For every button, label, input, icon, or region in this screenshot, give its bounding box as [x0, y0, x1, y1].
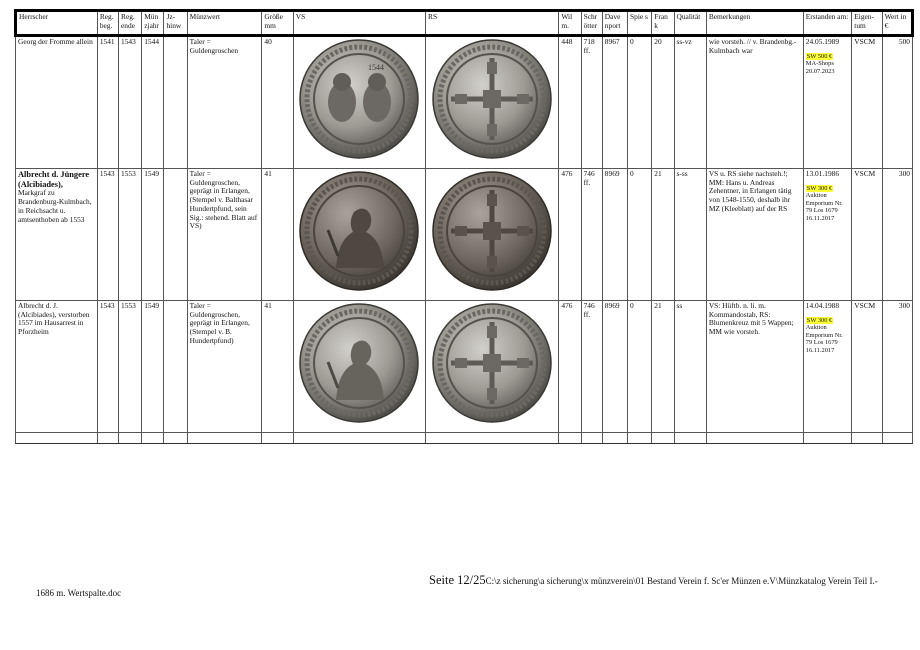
cell-jz-hinw: [164, 36, 187, 169]
cell-muenzwert: Taler = Guldengroschen, geprägt in Erlangen, (Stempel v. B. Hundertpfund): [187, 301, 262, 433]
erstanden-note: Auktion Emporium Nr. 79 Los 1679 16.11.2017: [805, 324, 843, 354]
cell-bemerkungen: VS: Hüftb. n. li. m. Kommandostab, RS: Blumenkreuz mit 5 Wappen; MM wie vorsteh.: [706, 301, 803, 433]
table-row: [16, 169, 913, 301]
cell-frank: 21: [652, 169, 674, 301]
coin-obverse-image: [298, 38, 420, 160]
page-footer: [429, 573, 878, 588]
cell-vs-image: [293, 36, 425, 169]
coin-catalog-table: [14, 9, 914, 444]
cell-herrscher: [16, 169, 98, 301]
table-header-row: [16, 11, 913, 36]
sw-value-badge: SW 500 €: [806, 52, 833, 60]
coin-reverse-image: [431, 170, 553, 292]
cell-bemerkungen: VS u. RS siehe nachsteh.!; MM: Hans u. Andreas Zehentner, in Erlangen tätig von 1548-1550, deshalb ihr MZ (Kleeblatt) auf der RS: [706, 169, 803, 301]
cell-davenport: 8969: [602, 301, 627, 433]
coin-obverse-image: [298, 302, 420, 424]
cell-wilm: 476: [559, 301, 581, 433]
cell-vs-image: [293, 301, 425, 433]
table-row-empty: [16, 433, 913, 444]
coin-obverse-image: [298, 170, 420, 292]
coin-reverse-image: [431, 38, 553, 160]
col-header-spies: Spie s: [628, 11, 652, 36]
herrscher-text: Markgraf zu Brandenburg-Kulmbach, in Reichsacht u. amtsenthoben ab 1553: [18, 188, 92, 224]
cell-reg-ende: 1553: [119, 169, 142, 301]
col-header-reg-beg: Reg. beg.: [97, 11, 118, 36]
col-header-groesse: Größe mm: [262, 11, 293, 36]
cell-herrscher: [16, 301, 98, 433]
page-number: Seite 12/25: [429, 573, 486, 587]
cell-reg-ende: 1543: [119, 36, 142, 169]
cell-vs-image: [293, 169, 425, 301]
cell-frank: 20: [652, 36, 674, 169]
cell-muenzjahr: 1549: [142, 169, 164, 301]
col-header-qualitaet: Qualität: [674, 11, 706, 36]
cell-bemerkungen: wie vorsteh. // v. Brandenbg.-Kulmbach war: [706, 36, 803, 169]
cell-rs-image: [426, 169, 559, 301]
erstanden-date: 24.05.1989: [805, 37, 840, 46]
col-header-muenzwert: Münzwert: [187, 11, 262, 36]
svg-text:1544: 1544: [368, 63, 385, 72]
cell-spies: 0: [628, 169, 652, 301]
cell-davenport: 8967: [602, 36, 627, 169]
erstanden-note: Auktion Emporium Nr. 79 Los 1679 16.11.2017: [805, 192, 843, 222]
cell-reg-beg: 1541: [97, 36, 118, 169]
cell-groesse: 41: [262, 301, 293, 433]
cell-wert: 500: [882, 36, 912, 169]
cell-spies: 0: [628, 301, 652, 433]
table-row: [16, 301, 913, 433]
cell-jz-hinw: [164, 301, 187, 433]
col-header-frank: Fran k: [652, 11, 674, 36]
col-header-jz-hinw: Jz- hinw: [164, 11, 187, 36]
cell-jz-hinw: [164, 169, 187, 301]
col-header-schroetter: Schr ötter: [581, 11, 602, 36]
col-header-rs: RS: [426, 11, 559, 36]
cell-reg-beg: 1543: [97, 301, 118, 433]
col-header-bemerkungen: Bemerkungen: [706, 11, 803, 36]
cell-rs-image: [426, 36, 559, 169]
cell-qualitaet: ss-vz: [674, 36, 706, 169]
cell-wert: 300: [882, 301, 912, 433]
sw-value-badge: SW 300 €: [806, 316, 833, 324]
col-header-erstanden: Erstanden am:: [803, 11, 851, 36]
cell-frank: 21: [652, 301, 674, 433]
file-path: C:\z sicherung\a sicherung\x münzverein\01 Bestand Verein f. Sc'er Münzen e.V\Münzkatalog Verein Teil I.-: [485, 576, 878, 586]
cell-schroetter: 746 ff.: [581, 169, 602, 301]
cell-reg-beg: 1543: [97, 169, 118, 301]
cell-spies: 0: [628, 36, 652, 169]
erstanden-note: MA-Shops 20.07.2023: [805, 60, 835, 75]
col-header-eigentum: Eigen- tum: [852, 11, 882, 36]
cell-davenport: 8969: [602, 169, 627, 301]
table-row: [16, 36, 913, 169]
cell-erstanden: [803, 36, 851, 169]
cell-wert: 300: [882, 169, 912, 301]
erstanden-date: 13.01.1986: [805, 169, 840, 178]
col-header-herrscher: Herrscher: [16, 11, 98, 36]
cell-eigentum: VSCM: [852, 169, 882, 301]
cell-rs-image: [426, 301, 559, 433]
col-header-davenport: Dave nport: [602, 11, 627, 36]
col-header-wilm: Wil m.: [559, 11, 581, 36]
cell-wilm: 448: [559, 36, 581, 169]
col-header-reg-ende: Reg. ende: [119, 11, 142, 36]
cell-muenzjahr: 1549: [142, 301, 164, 433]
cell-eigentum: VSCM: [852, 301, 882, 433]
cell-qualitaet: s-ss: [674, 169, 706, 301]
cell-groesse: 41: [262, 169, 293, 301]
cell-reg-ende: 1553: [119, 301, 142, 433]
cell-wilm: 476: [559, 169, 581, 301]
cell-groesse: 40: [262, 36, 293, 169]
col-header-wert: Wert in €: [882, 11, 912, 36]
file-name: 1686 m. Wertspalte.doc: [36, 588, 122, 598]
col-header-vs: VS: [293, 11, 425, 36]
sw-value-badge: SW 300 €: [806, 184, 833, 192]
erstanden-date: 14.04.1988: [805, 301, 840, 310]
cell-erstanden: [803, 301, 851, 433]
cell-schroetter: 718 ff.: [581, 36, 602, 169]
cell-erstanden: [803, 169, 851, 301]
cell-schroetter: 746 ff.: [581, 301, 602, 433]
herrscher-text: Albrecht d. J. (Alcibiades), verstorben 1557 im Hausarrest in Pforzheim: [18, 301, 90, 337]
cell-muenzwert: Taler = Guldengroschen: [187, 36, 262, 169]
cell-eigentum: VSCM: [852, 36, 882, 169]
cell-herrscher: [16, 36, 98, 169]
herrscher-text: Georg der Fromme allein: [18, 37, 93, 46]
col-header-muenzjahr: Mün zjahr: [142, 11, 164, 36]
coin-reverse-image: [431, 302, 553, 424]
herrscher-name: Albrecht d. Jüngere (Alcibiades),: [18, 170, 90, 189]
cell-muenzwert: Taler = Guldengroschen, geprägt in Erlangen, (Stempel v. Balthasar Hundertpfund, sein Sig.: stehend. Blatt auf VS): [187, 169, 262, 301]
cell-muenzjahr: 1544: [142, 36, 164, 169]
cell-qualitaet: ss: [674, 301, 706, 433]
